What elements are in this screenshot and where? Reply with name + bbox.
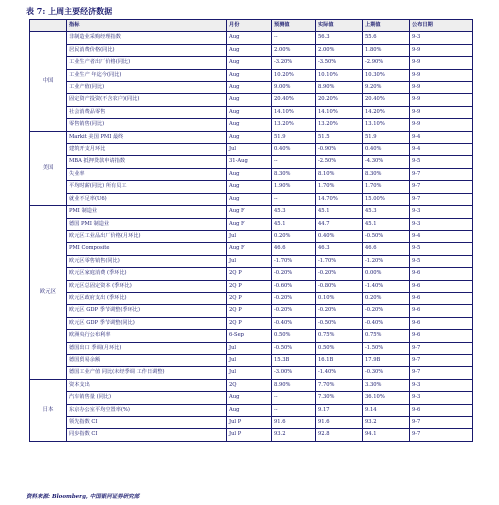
actual-cell: -1.70% [316,255,363,267]
table-row [30,193,473,205]
date-cell: 9-4 [410,131,473,143]
forecast-cell: -3.00% [272,367,316,379]
date-cell: 9-3 [410,218,473,230]
date-cell: 9-3 [410,379,473,391]
table-row [30,330,473,342]
forecast-cell: 0.40% [272,144,316,156]
forecast-cell: 91.6 [272,417,316,429]
date-cell: 9-5 [410,156,473,168]
table-header-row [30,20,473,32]
month-cell: Jul P [227,429,272,441]
table-row [30,168,473,180]
table-row [30,367,473,379]
month-cell: Aug [227,392,272,404]
table-row [30,404,473,416]
date-cell: 9-6 [410,268,473,280]
date-cell: 9-9 [410,82,473,94]
previous-cell: 45.1 [363,218,410,230]
month-cell: Aug [227,168,272,180]
date-cell: 9-3 [410,32,473,44]
date-cell: 9-9 [410,94,473,106]
indicator-cell: 工业产值(同比) [67,82,227,94]
previous-cell: 0.75% [363,330,410,342]
forecast-cell: -1.70% [272,255,316,267]
table-row [30,317,473,329]
previous-cell: 55.6 [363,32,410,44]
forecast-cell: -0.40% [272,317,316,329]
indicator-cell: 德国出口 季调(月环比) [67,342,227,354]
date-cell: 9-5 [410,255,473,267]
month-cell: Jul [227,342,272,354]
indicator-cell: 汽车销售量 (同比) [67,392,227,404]
actual-cell: 2.00% [316,44,363,56]
actual-cell: 0.40% [316,230,363,242]
actual-cell: -0.50% [316,317,363,329]
date-cell: 9-6 [410,280,473,292]
economic-data-table [29,19,473,442]
indicator-cell: 零售销售(同比) [67,119,227,131]
previous-cell: 9.20% [363,82,410,94]
forecast-cell: -- [272,156,316,168]
date-cell: 9-7 [410,168,473,180]
month-cell: Aug [227,94,272,106]
month-cell: Aug F [227,243,272,255]
actual-cell: -0.90% [316,144,363,156]
header-release-date: 公布日期 [410,20,473,32]
date-cell: 9-7 [410,429,473,441]
table-row [30,417,473,429]
month-cell: Jul P [227,417,272,429]
month-cell: Aug F [227,206,272,218]
indicator-cell: 工业生产 年迄今(同比) [67,69,227,81]
table-row [30,280,473,292]
month-cell: 2Q P [227,292,272,304]
forecast-cell: 0.20% [272,230,316,242]
forecast-cell: -- [272,392,316,404]
forecast-cell: -0.20% [272,292,316,304]
date-cell: 9-9 [410,69,473,81]
month-cell: Aug [227,57,272,69]
previous-cell: -1.50% [363,342,410,354]
region-label: 中国 [30,32,67,131]
forecast-cell: 13.20% [272,119,316,131]
previous-cell: 36.10% [363,392,410,404]
month-cell: 2Q P [227,317,272,329]
indicator-cell: MBA 抵押贷款申请指数 [67,156,227,168]
forecast-cell: 2.00% [272,44,316,56]
header-month: 月份 [227,20,272,32]
forecast-cell: 10.20% [272,69,316,81]
indicator-cell: 欧元区工业品出厂价格(月环比) [67,230,227,242]
month-cell: 6-Sep [227,330,272,342]
header-previous: 上期值 [363,20,410,32]
actual-cell: -1.40% [316,367,363,379]
forecast-cell: 45.1 [272,218,316,230]
table-row [30,144,473,156]
date-cell: 9-7 [410,367,473,379]
indicator-cell: 德国贸易余额 [67,354,227,366]
forecast-cell: 46.6 [272,243,316,255]
previous-cell: 93.2 [363,417,410,429]
table-body [30,32,473,441]
indicator-cell: 欧元区家庭消费 (季环比) [67,268,227,280]
date-cell: 9-3 [410,206,473,218]
table-row [30,82,473,94]
actual-cell: 8.10% [316,168,363,180]
actual-cell: 92.8 [316,429,363,441]
previous-cell: -0.50% [363,230,410,242]
previous-cell: -1.20% [363,255,410,267]
previous-cell: 1.70% [363,181,410,193]
actual-cell: 0.50% [316,342,363,354]
indicator-cell: Markit 美国 PMI 最终 [67,131,227,143]
forecast-cell: 93.2 [272,429,316,441]
indicator-cell: 资本支出 [67,379,227,391]
date-cell: 9-6 [410,330,473,342]
indicator-cell: 非制造业采购经理指数 [67,32,227,44]
previous-cell: 51.9 [363,131,410,143]
table-row [30,106,473,118]
indicator-cell: PMI 制造业 [67,206,227,218]
actual-cell: 1.70% [316,181,363,193]
forecast-cell: 8.90% [272,379,316,391]
previous-cell: -0.40% [363,317,410,329]
date-cell: 9-6 [410,404,473,416]
previous-cell: 0.20% [363,292,410,304]
date-cell: 9-9 [410,119,473,131]
actual-cell: 46.3 [316,243,363,255]
previous-cell: 13.10% [363,119,410,131]
forecast-cell: -0.60% [272,280,316,292]
table-row [30,292,473,304]
date-cell: 9-6 [410,305,473,317]
month-cell: Jul [227,255,272,267]
header-indicator: 指标 [67,20,227,32]
month-cell: Aug F [227,218,272,230]
forecast-cell: -0.50% [272,342,316,354]
previous-cell: 8.30% [363,168,410,180]
date-cell: 9-4 [410,230,473,242]
previous-cell: -4.30% [363,156,410,168]
actual-cell: 45.1 [316,206,363,218]
header-forecast: 预测值 [272,20,316,32]
indicator-cell: 东京办公室平均空置率(%) [67,404,227,416]
actual-cell: 8.90% [316,82,363,94]
month-cell: 31-Aug [227,156,272,168]
previous-cell: 9.14 [363,404,410,416]
month-cell: Jul [227,144,272,156]
region-label: 美国 [30,131,67,205]
previous-cell: 15.00% [363,193,410,205]
actual-cell: 14.70% [316,193,363,205]
actual-cell: -0.20% [316,268,363,280]
actual-cell: 44.7 [316,218,363,230]
region-label: 欧元区 [30,206,67,380]
forecast-cell: -- [272,193,316,205]
month-cell: Aug [227,193,272,205]
actual-cell: 0.75% [316,330,363,342]
table-row [30,206,473,218]
month-cell: Aug [227,404,272,416]
forecast-cell: 9.00% [272,82,316,94]
table-caption: 表 7: 上周主要经济数据 [26,6,113,16]
table-row [30,268,473,280]
actual-cell: -2.50% [316,156,363,168]
actual-cell: 91.6 [316,417,363,429]
forecast-cell: -0.20% [272,305,316,317]
table-row [30,305,473,317]
table-row [30,119,473,131]
previous-cell: 20.40% [363,94,410,106]
date-cell: 9-7 [410,417,473,429]
header-actual: 实际值 [316,20,363,32]
table-row [30,255,473,267]
actual-cell: 0.10% [316,292,363,304]
indicator-cell: 社会消费品零售 [67,106,227,118]
month-cell: Aug [227,32,272,44]
date-cell: 9-6 [410,292,473,304]
previous-cell: -1.40% [363,280,410,292]
indicator-cell: 欧元区政府支出 (季环比) [67,292,227,304]
actual-cell: 10.10% [316,69,363,81]
table-row [30,44,473,56]
indicator-cell: 就业不足率(U6) [67,193,227,205]
forecast-cell: 1.90% [272,181,316,193]
indicator-cell: 工业生产者出厂价格(同比) [67,57,227,69]
indicator-cell: 居民消费价格(同比) [67,44,227,56]
indicator-cell: 固定资产投资(不含农户)(同比) [67,94,227,106]
month-cell: Aug [227,131,272,143]
date-cell: 9-3 [410,392,473,404]
previous-cell: 10.30% [363,69,410,81]
previous-cell: 14.20% [363,106,410,118]
indicator-cell: 欧元区总固定资本 (季环比) [67,280,227,292]
forecast-cell: -- [272,404,316,416]
actual-cell: 13.20% [316,119,363,131]
indicator-cell: 德国 PMI 制造业 [67,218,227,230]
table-row [30,181,473,193]
indicator-cell: 欧元区 GDP 季节调整(同比) [67,317,227,329]
table-row [30,354,473,366]
date-cell: 9-7 [410,181,473,193]
indicator-cell: 同步指数 CI [67,429,227,441]
indicator-cell: 欧洲央行公布利率 [67,330,227,342]
forecast-cell: 0.50% [272,330,316,342]
table-row [30,243,473,255]
table-row [30,94,473,106]
forecast-cell: 45.3 [272,206,316,218]
date-cell: 9-7 [410,354,473,366]
previous-cell: 46.6 [363,243,410,255]
indicator-cell: 德国工业产值 同比(未经季调 工作日调整) [67,367,227,379]
date-cell: 9-4 [410,144,473,156]
actual-cell: 7.70% [316,379,363,391]
table-row [30,379,473,391]
region-label: 日本 [30,379,67,441]
indicator-cell: 建筑开支月环比 [67,144,227,156]
table-row [30,392,473,404]
forecast-cell: -0.20% [272,268,316,280]
month-cell: 2Q [227,379,272,391]
month-cell: Aug [227,82,272,94]
indicator-cell: 欧元区零售销售(同比) [67,255,227,267]
forecast-cell: 15.3B [272,354,316,366]
indicator-cell: PMI Composite [67,243,227,255]
previous-cell: -0.20% [363,305,410,317]
date-cell: 9-7 [410,342,473,354]
table-row [30,32,473,44]
date-cell: 9-9 [410,44,473,56]
month-cell: Jul [227,230,272,242]
month-cell: Jul [227,354,272,366]
month-cell: Aug [227,181,272,193]
date-cell: 9-5 [410,243,473,255]
month-cell: Jul [227,367,272,379]
previous-cell: -0.30% [363,367,410,379]
month-cell: Aug [227,119,272,131]
table-row [30,230,473,242]
previous-cell: 3.30% [363,379,410,391]
actual-cell: 16.1B [316,354,363,366]
actual-cell: 14.10% [316,106,363,118]
actual-cell: -3.50% [316,57,363,69]
table-row [30,69,473,81]
month-cell: 2Q P [227,280,272,292]
forecast-cell: 20.40% [272,94,316,106]
table-row [30,429,473,441]
actual-cell: -0.20% [316,305,363,317]
header-region-blank [30,20,67,32]
month-cell: 2Q P [227,268,272,280]
date-cell: 9-7 [410,193,473,205]
indicator-cell: 领先指数 CI [67,417,227,429]
date-cell: 9-6 [410,317,473,329]
date-cell: 9-9 [410,106,473,118]
indicator-cell: 平均时薪(同比) 所有员工 [67,181,227,193]
actual-cell: 20.20% [316,94,363,106]
forecast-cell: 14.10% [272,106,316,118]
source-note: 资料来源: Bloomberg, 中国银河证券研究部 [26,494,140,500]
month-cell: 2Q P [227,305,272,317]
previous-cell: 45.3 [363,206,410,218]
month-cell: Aug [227,106,272,118]
previous-cell: 17.9B [363,354,410,366]
forecast-cell: 51.9 [272,131,316,143]
indicator-cell: 欧元区 GDP 季节调整(季环比) [67,305,227,317]
forecast-cell: -- [272,32,316,44]
actual-cell: 51.5 [316,131,363,143]
previous-cell: 0.00% [363,268,410,280]
table-row [30,156,473,168]
forecast-cell: 8.30% [272,168,316,180]
actual-cell: 56.3 [316,32,363,44]
previous-cell: 1.80% [363,44,410,56]
month-cell: Aug [227,69,272,81]
forecast-cell: -3.20% [272,57,316,69]
date-cell: 9-9 [410,57,473,69]
actual-cell: 9.17 [316,404,363,416]
table-row [30,131,473,143]
previous-cell: 0.40% [363,144,410,156]
previous-cell: 94.1 [363,429,410,441]
previous-cell: -2.90% [363,57,410,69]
table-row [30,57,473,69]
indicator-cell: 失业率 [67,168,227,180]
table-row [30,342,473,354]
actual-cell: 7.30% [316,392,363,404]
table-row [30,218,473,230]
actual-cell: -0.80% [316,280,363,292]
month-cell: Aug [227,44,272,56]
